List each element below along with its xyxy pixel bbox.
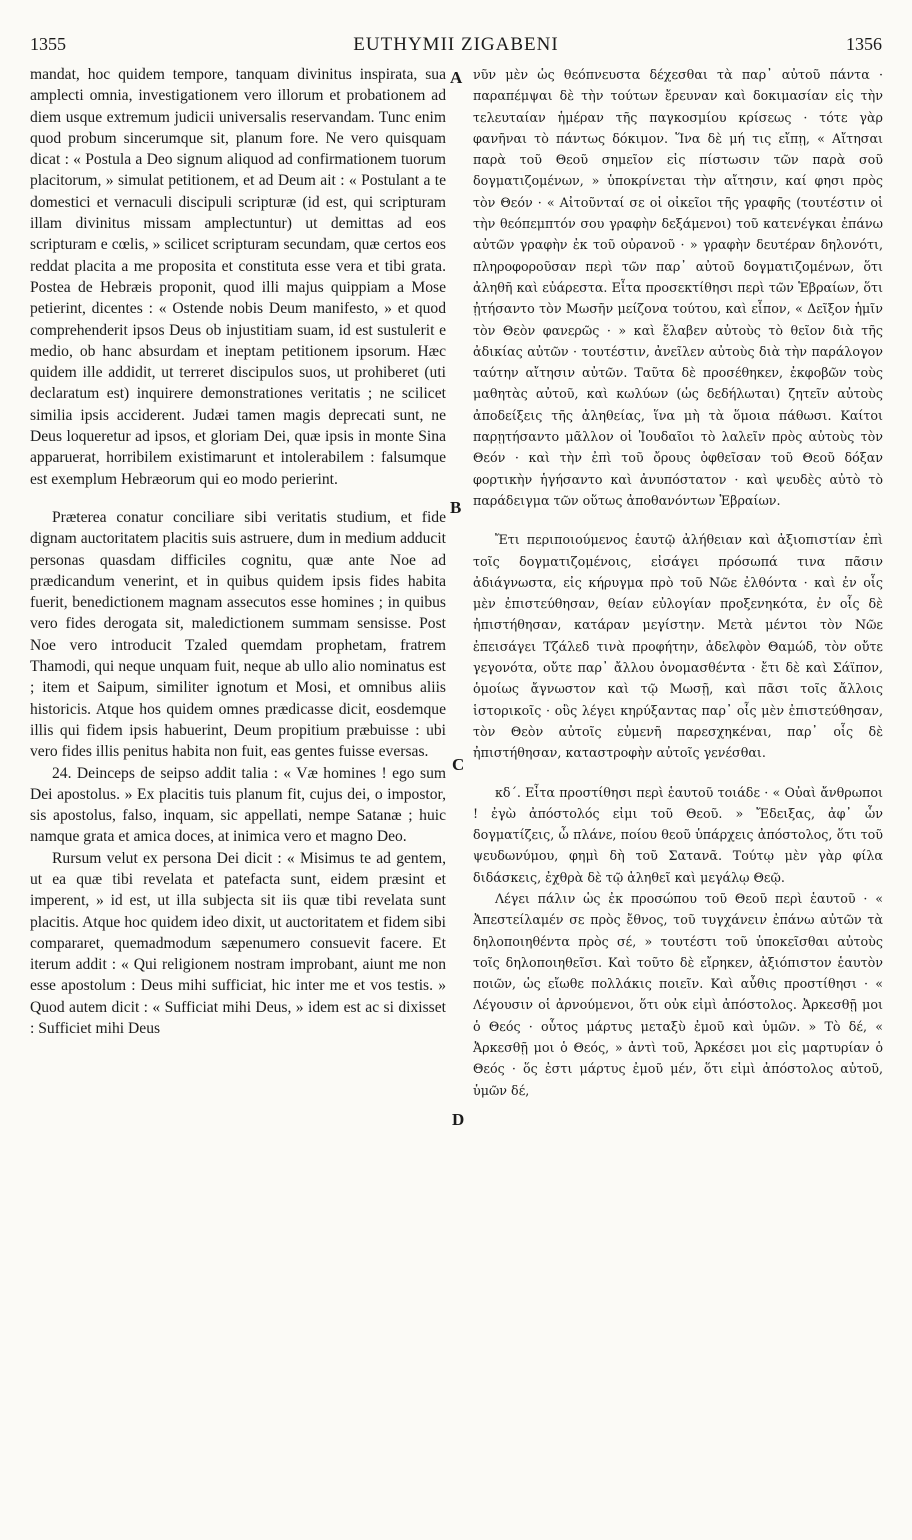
latin-column: [30, 64, 446, 1039]
page-number-right: 1356: [846, 34, 882, 54]
greek-paragraph-3: κδ΄. Εἶτα προστίθησι περὶ ἑαυτοῦ τοιάδε · « Οὐαὶ ἄνθρωποι ! ἐγὼ ἀπόστολός εἰμι τοῦ Θεοῦ. » Ἔδειξας, ἀφ᾽ ὧν δογματίζεις, ὦ πλάνε, ποίου θεοῦ ὑπάρχεις ἀπόστολος, ὅτι τοῦ ψευδωνύμου, φημὶ δὴ τοῦ Σατανᾶ. Τούτῳ μὲν γὰρ φίλα διδάσκεις, ἐχθρὰ δὲ τῷ ἀληθεῖ καὶ μεγάλῳ Θεῷ.: [473, 784, 883, 885]
greek-paragraph-2: Ἔτι περιποιούμενος ἑαυτῷ ἀλήθειαν καὶ ἀξιοπιστίαν ἐπὶ τοῖς δογματιζομένοις, εἰσάγει πρόσωπά τινα πᾶσιν ἀδιάγνωστα, εἰς κήρυγμα πρὸ τοῦ Νῶε ἐλθόντα · καὶ ἐν οἷς μὲν ἐπιστεύθησαν, θείαν εὐλογίαν προξενηκότα, ἐν οἷς δὲ ἠπιστήθησαν, κατάραν μεγίστην. Μετὰ μέντοι τὸν Νῶε ἐπεισάγει Τζάλεδ τινὰ προφήτην, ἀδελφὸν Θαμώδ, τὸν οὔτε γεγονότα, οὔτε παρ᾽ ἄλλου ὀνομασθέντα · ἔτι δὲ καὶ Σάϊπον, ὁμοίως ἄγνωστον καὶ τῷ Μωσῇ, καὶ πᾶσι τοῖς ἄλλοις ἱστορικοῖς · οὓς λέγει κηρύξαντας παρ᾽ οἷς μὲν ἐπιστεύθησαν, τὸν Θεὸν αὐτοῖς εὐμενῆ παρεσχηκέναι, παρ᾽ οἷς δὲ ἠπιστήθησαν, καταστροφὴν αὐτοῖς γενέσθαι.: [473, 532, 883, 761]
section-marker-c: C: [452, 755, 465, 774]
section-marker-b: B: [450, 498, 462, 517]
latin-paragraph-3: 24. Deinceps de seipso addit talia : « Væ homines ! ego sum Dei apostolus. » Ex placitis tuis planum fit, cujus dei, o impostor, sis apostolus, falso, inquam, sic appellati, nempe Satanæ ; huic namque grata et amica doces, at inimica vero et magno Deo.: [30, 764, 446, 846]
page-number-left: 1355: [30, 34, 66, 54]
running-title: EUTHYMII ZIGABENI: [353, 34, 559, 55]
section-marker-a: A: [450, 68, 463, 87]
latin-paragraph-2: Præterea conatur conciliare sibi veritatis studium, et fide dignam auctoritatem placitis suis astruere, dum in medium adducit personas quasdam difficiles cognitu, quæ ante Noe ad prædicandum venerint, et in quibus quidem ipsis fides habita fuerit, benedictionem magnam assecutos esse homines ; in quibus vero fides derogata sit, maledictionem summam sensisse. Post Noe vero introducit Tzaled quemdam prophetam, fratrem Thamodi, qui neque unquam fuit, neque ab ullo alio nominatus est ; item et Saipum, similiter ignotum et Mosi, et omnibus aliis historicis. Atque hos quidem omnes prædicasse dicit, eosdemque illis qui fidem ipsis habuerint, Deum propitium præbuisse : ubi vero fides illis penitus habita non fuit, eas gentes fuisse eversas.: [30, 508, 446, 761]
latin-paragraph-4: Rursum velut ex persona Dei dicit : « Misimus te ad gentem, ut ea quæ tibi revelata et patefacta sunt, eidem præsint et imperent, » id est, ut illa subjecta sit iis quæ tibi revelata sunt placitis. Atque hoc quidem ideo dixit, ut auctoritatem et fidem sibi compararet, quemadmodum sæpenumero consuevit facere. Et iterum addit : « Qui religionem nostram improbant, aiunt me non esse apostolum : Deus mihi sufficiat, hic inter me et vos testis. » Quod autem dicit : « Sufficiat mihi Deus, » idem est ac si dixisset : Sufficiet mihi Deus: [30, 849, 446, 1038]
section-marker-d: D: [452, 1110, 465, 1129]
greek-paragraph-4: Λέγει πάλιν ὡς ἐκ προσώπου τοῦ Θεοῦ περὶ ἑαυτοῦ · « Ἀπεστείλαμέν σε πρὸς ἔθνος, τοῦ τυγχάνειν ἐπάνω αὐτῶν τὰ δηλοποιηθέντα πρὸς σέ, » τουτέστι τοῦ ὑποκεῖσθαι αὐτοὺς τοῖς δηλοποιηθεῖσι. Καὶ τοῦτο δὲ εἴρηκεν, ἀξιόπιστον ἑαυτὸν ποιῶν, ὡς εἴωθε πολλάκις ποιεῖν. Καὶ αὖθις προστίθησι · « Λέγουσιν οἱ ἀρνούμενοι, ὅτι οὐκ εἰμὶ ἀπόστολος. Ἀρκεσθῇ μοι ὁ Θεός · οὗτος μάρτυς μεταξὺ ἐμοῦ καὶ ὑμῶν. » Τὸ δέ, « Ἀρκεσθῇ μοι ὁ Θεός, » ἀντὶ τοῦ, Ἀρκέσει μοι εἰς μαρτυρίαν ὁ Θεός · ὅς ἐστι μάρτυς ἐμοῦ μέν, ὅτι εἰμὶ ἀπόστολος αὐτοῦ, ὑμῶν δέ,: [473, 890, 883, 1098]
running-header: [30, 34, 882, 64]
latin-paragraph-1: mandat, hoc quidem tempore, tanquam divinitus inspirata, sua amplecti omnia, investigationem vero illorum et probationem ad diem usque extremum judicii universalis reservandam. Tunc enim quod probum sincerumque sit, planum fore. Ne vero quisquam dicat : « Postula a Deo signum aliquod ad confirmationem tuorum placitorum, » simulat petitionem, et ad Deum ait : « Postulant a te domestici et vernaculi discipuli scripturæ (id est, qui scripturam illam divinitus missam amplectuntur) ut demittas ad eos scripturam e cœlis, » scilicet scripturam secundam, quæ certos eos reddat placita a me proposita et constituta esse vera et tibi grata. Postea de Hebræis proponit, quod illi majus quippiam a Mose petierint, dicentes : « Ostende nobis Deum manifesto, » et quod comprehenderit ipsos Deus ob injustitiam suam, id est sustulerit e medio, ob hanc absurdam et ineptam petitionem ipsorum. Hæc quidem ille addidit, ut terreret discipulos suos, ut prohiberet (uti declaratum est) inquirere demonstrationes veritatis ; ne scilicet similia ipsis acciderent. Judæi tamen magis deprecati sunt, ne Deus loqueretur ad ipsos, et gloriam Dei, quæ ipsis in monte Sina apparuerat, horribilem existimarunt et intolerabilem : falsumque est exemplum Hebræorum qui eo modo perierint.: [30, 66, 446, 488]
greek-paragraph-1: νῦν μὲν ὡς θεόπνευστα δέχεσθαι τὰ παρ᾽ αὐτοῦ πάντα · παραπέμψαι δὲ τὴν τούτων ἔρευναν καὶ δοκιμασίαν εἰς τὴν τελευταίαν ἡμέραν τῆς παγκοσμίου κρίσεως · τότε γὰρ φανῆναι τὸ πάντως δόκιμον. Ἵνα δὲ μή τις εἴπῃ, « Αἴτησαι παρὰ τοῦ Θεοῦ σημεῖον εἰς πίστωσιν τῶν παρὰ σοῦ δογματιζομένων, » ὑποκρίνεται τὴν αἴτησιν, καί φησι πρὸς τὸν Θεόν · « Αἰτοῦνταί σε οἱ οἰκεῖοι τῆς γραφῆς (τουτέστιν οἱ τὴν θεόπεμπτόν σου γραφὴν δεξάμενοι) τοῦ κατενέγκαι ἐπάνω αὐτῶν γραφὴν ἐκ τοῦ οὐρανοῦ · » γραφὴν δευτέραν δηλονότι, πληροφοροῦσαν περὶ τῶν παρ᾽ αὐτοῦ δογματιζομένων, ὅτι ἀληθῆ καὶ εὐάρεστα. Εἶτα προσεκτίθησι περὶ τῶν Ἑβραίων, ὅτι ᾐτήσαντο τὸν Μωσῆν μείζονα τούτου, καὶ εἶπον, « Δεῖξον ἡμῖν τὸν Θεὸν φανερῶς · » καὶ ἔλαβεν αὐτοὺς τὸ θεῖον διὰ τῆς ἀδικίας αὐτῶν · τουτέστιν, ἀνεῖλεν αὐτοὺς διὰ τὴν παράλογον ταύτην αἴτησιν αὐτῶν. Ταῦτα δὲ προσέθηκεν, ἐκφοβῶν τοὺς μαθητὰς αὐτοῦ, καὶ κωλύων (ὡς δεδήλωται) ζητεῖν αὐτοὺς ἀποδείξεις τῆς ἀληθείας, ἵνα μὴ τὰ ὅμοια πάθωσι. Καίτοι παρῃτήσαντο μᾶλλον οἱ Ἰουδαῖοι τὸ λαλεῖν πρὸς αὐτοὺς τὸν Θεόν · καὶ τὴν ἐπὶ τοῦ ὄρους ὀφθεῖσαν τοῦ Θεοῦ δόξαν φορτικὴν ἡγήσαντο καὶ ἀνυπόστατον · καὶ ψευδὲς αὐτὸ τὸ παράδειγμα τῶν οὕτως ἀποθανόντων Ἑβραίων.: [473, 67, 883, 508]
greek-column: [473, 64, 883, 1101]
